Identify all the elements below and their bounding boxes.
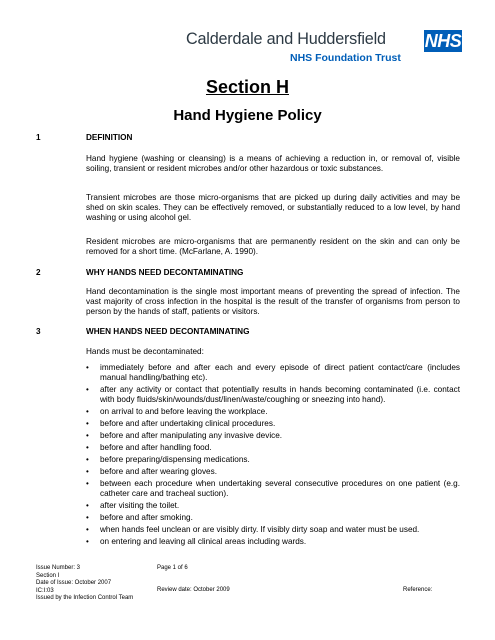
nhs-trust-logo [186,30,466,70]
section-heading-text: DEFINITION [86,133,133,142]
issued-by: Issued by the Infection Control Team [36,595,134,602]
bullet-icon: • [86,363,89,372]
bullet-icon: • [86,431,89,440]
paragraph: Hand hygiene (washing or cleansing) is a means of achieving a reduction in, or removal of, visible soiling, transient or resident microbes and/or other hazardous or toxic substances. [86,154,460,173]
list-item: • before and after smoking. [86,513,193,522]
paragraph: Hand decontamination is the single most important means of preventing the spread of infection. The vast majority of cross infection in the hospital is the result of the transfer of organisms from person to person by the hands of staff, patients or visitors. [86,287,460,316]
list-item: • after visiting the toilet. [86,501,180,510]
bullet-icon: • [86,443,89,452]
page-number: Page 1 of 6 [157,565,188,571]
date-of-issue: Date of Issue: October 2007 [36,580,112,587]
section-heading-text: WHEN HANDS NEED DECONTAMINATING [86,327,250,336]
bullet-icon: • [86,385,89,394]
list-item: • on arrival to and before leaving the workplace. [86,407,268,416]
list-item: • when hands feel unclean or are visibly dirty. If visibly dirty soap and water must be used. [86,525,420,534]
list-item: • on entering and leaving all clinical areas including wards. [86,537,307,546]
bullet-icon: • [86,513,89,522]
review-date: Review date: October 2009 [157,587,230,593]
list-item: • before preparing/dispensing medications. [86,455,250,464]
issue-number: Issue Number: 3 [36,565,81,571]
bullet-icon: • [86,467,89,476]
ic-code: IC:I:03 [36,587,54,594]
list-item: • before and after manipulating any invasive device. [86,431,283,440]
nhs-badge: NHS [424,31,462,51]
section-number: 1 [36,133,41,142]
bullet-icon: • [86,537,89,546]
reference: Reference: [403,587,433,593]
bullet-icon: • [86,525,89,534]
footer-issue-info [36,565,156,603]
list-item: • after any activity or contact that potentially results in hands becoming contaminated (i.e. contact with body fluids/skin/wounds/dust/linen/waste/coughing or sneezing into hand). [86,385,460,404]
paragraph: Transient microbes are those micro-organisms that are picked up during daily activities and may be shed on skin scales. They can be effectively removed, or substantially reduced to a low level, by hand washing or using alcohol gel. [86,193,460,222]
trust-name: NHS Foundation Trust [290,52,401,64]
section-number: 2 [36,268,41,277]
bullet-icon: • [86,407,89,416]
list-item: • before and after handling food. [86,443,212,452]
list-item: • before and after wearing gloves. [86,467,217,476]
bullet-icon: • [86,455,89,464]
section-heading-text: WHY HANDS NEED DECONTAMINATING [86,268,244,277]
section-heading-1 [36,133,132,142]
section-number: 3 [36,327,41,336]
org-name: Calderdale and Huddersfield [186,30,386,48]
paragraph: Hands must be decontaminated: [86,347,204,356]
list-item: • between each procedure when undertaking several consecutive procedures on one patient (e.g. catheter care and tracheal suction). [86,479,460,498]
bullet-list [86,363,460,549]
footer-section: Section I [36,572,60,579]
bullet-icon: • [86,419,89,428]
bullet-icon: • [86,479,89,488]
section-heading-2 [36,268,243,277]
list-item: • immediately before and after each and every episode of direct patient contact/care (includes manual handling/bathing etc). [86,363,460,382]
bullet-icon: • [86,501,89,510]
section-title: Section H [205,77,289,97]
section-heading-3 [36,327,249,336]
paragraph: Resident microbes are micro-organisms that are permanently resident on the skin and can only be removed for a short time. (McFarlane, A. 1990). [86,237,460,256]
list-item: • before and after undertaking clinical procedures. [86,419,276,428]
policy-title: Hand Hygiene Policy [173,107,322,124]
